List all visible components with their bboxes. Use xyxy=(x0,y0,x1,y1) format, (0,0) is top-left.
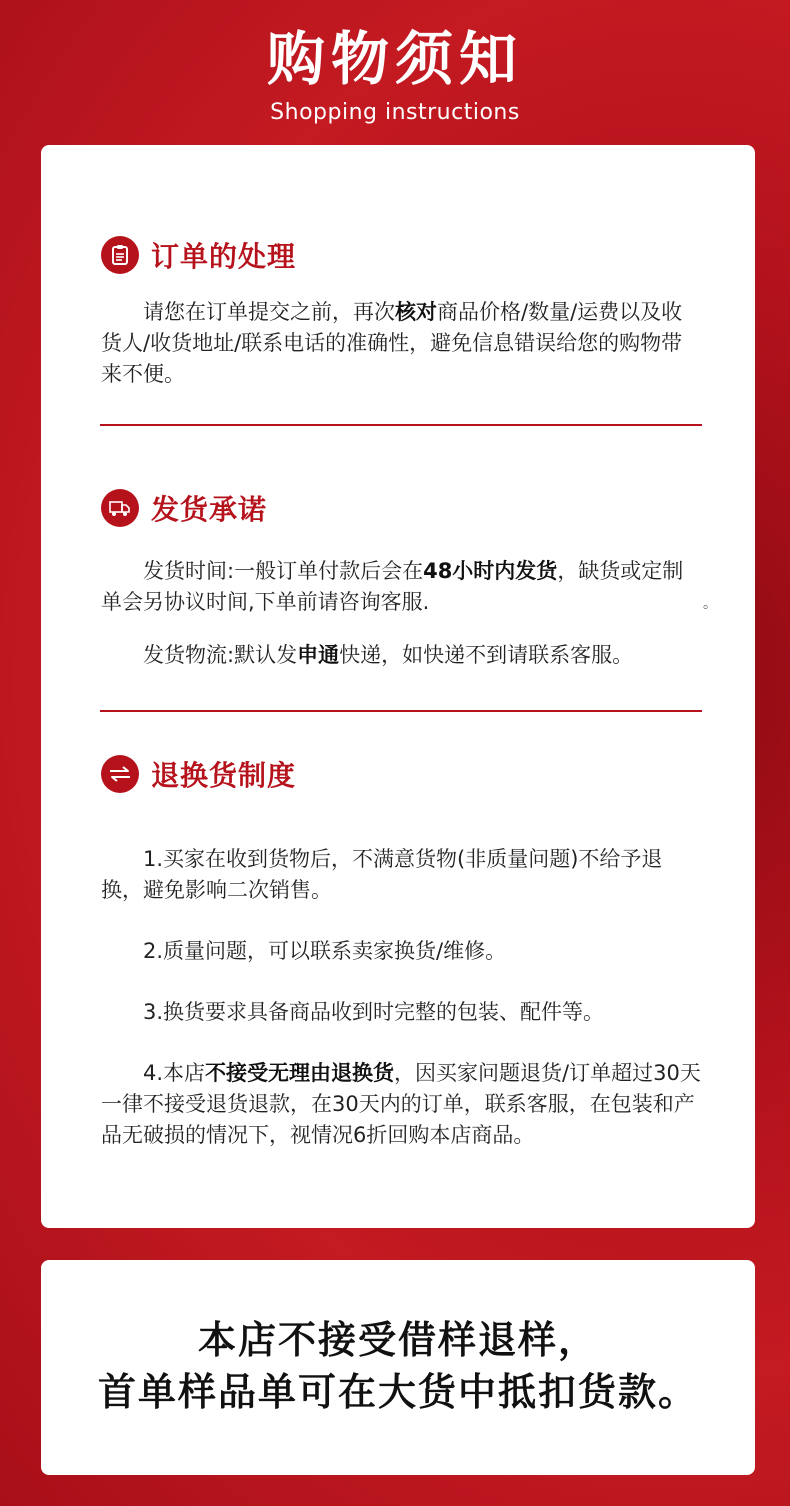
returns-item-4-post: ，因买家问题退货/订单超过30天一律不接受退货退款，在30天内的订单，联系客服，在包装和产品无破损的情况下，视情况6折回购本店商品。 xyxy=(101,1061,701,1147)
divider-2 xyxy=(100,710,702,712)
stray-mark: 。 xyxy=(703,596,717,612)
returns-item-4-bold: 不接受无理由退换货 xyxy=(205,1061,395,1085)
shipping-logistics-post: 快递，如快递不到请联系客服。 xyxy=(339,643,634,667)
truck-icon xyxy=(101,489,139,527)
shipping-logistics-pre: 发货物流:默认发 xyxy=(143,643,298,667)
section-shipping-header xyxy=(101,488,701,528)
returns-item-3: 3.换货要求具备商品收到时完整的包装、配件等。 xyxy=(143,1000,605,1024)
order-text-pre: 请您在订单提交之前，再次 xyxy=(143,300,395,324)
page-header xyxy=(0,0,790,145)
order-text-bold: 核对 xyxy=(395,300,437,324)
section-order xyxy=(101,235,701,390)
divider-1 xyxy=(100,424,702,426)
notice-card xyxy=(41,1260,755,1475)
notice-line-1: 本店不接受借样退样， xyxy=(197,1318,598,1362)
notice-line-2: 首单样品单可在大货中抵扣货款。 xyxy=(97,1370,698,1414)
section-order-title: 订单的处理 xyxy=(151,240,297,273)
section-returns-title: 退换货制度 xyxy=(151,759,297,792)
returns-item-4 xyxy=(101,1058,701,1151)
shipping-time-post: ，缺货或定制单会另协议时间,下单前请咨询客服. xyxy=(101,559,684,614)
shipping-logistics-paragraph xyxy=(101,640,701,671)
exchange-icon xyxy=(101,755,139,793)
shipping-logistics-bold: 申通 xyxy=(297,643,340,667)
shipping-time-paragraph xyxy=(101,556,701,618)
section-returns xyxy=(101,754,701,1151)
section-returns-header xyxy=(101,754,701,794)
returns-item-2: 2.质量问题，可以联系卖家换货/维修。 xyxy=(143,939,507,963)
page-subtitle: Shopping instructions xyxy=(270,100,520,125)
shipping-time-bold: 48小时内发货 xyxy=(423,559,558,583)
order-text-post: 商品价格/数量/运费以及收货人/收货地址/联系电话的准确性，避免信息错误给您的购物带来不便。 xyxy=(101,300,683,386)
order-paragraph xyxy=(101,297,701,390)
shipping-time-pre: 发货时间:一般订单付款后会在 xyxy=(143,559,424,583)
section-shipping-title: 发货承诺 xyxy=(151,493,268,526)
page-title: 购物须知 xyxy=(266,25,523,93)
instructions-card xyxy=(41,145,755,1228)
returns-item-4-pre: 4.本店 xyxy=(143,1061,206,1085)
returns-item-1: 1.买家在收到货物后，不满意货物(非质量问题)不给予退换，避免影响二次销售。 xyxy=(101,847,663,902)
section-shipping xyxy=(101,488,701,671)
clipboard-icon xyxy=(101,236,139,274)
section-order-header xyxy=(101,235,701,275)
